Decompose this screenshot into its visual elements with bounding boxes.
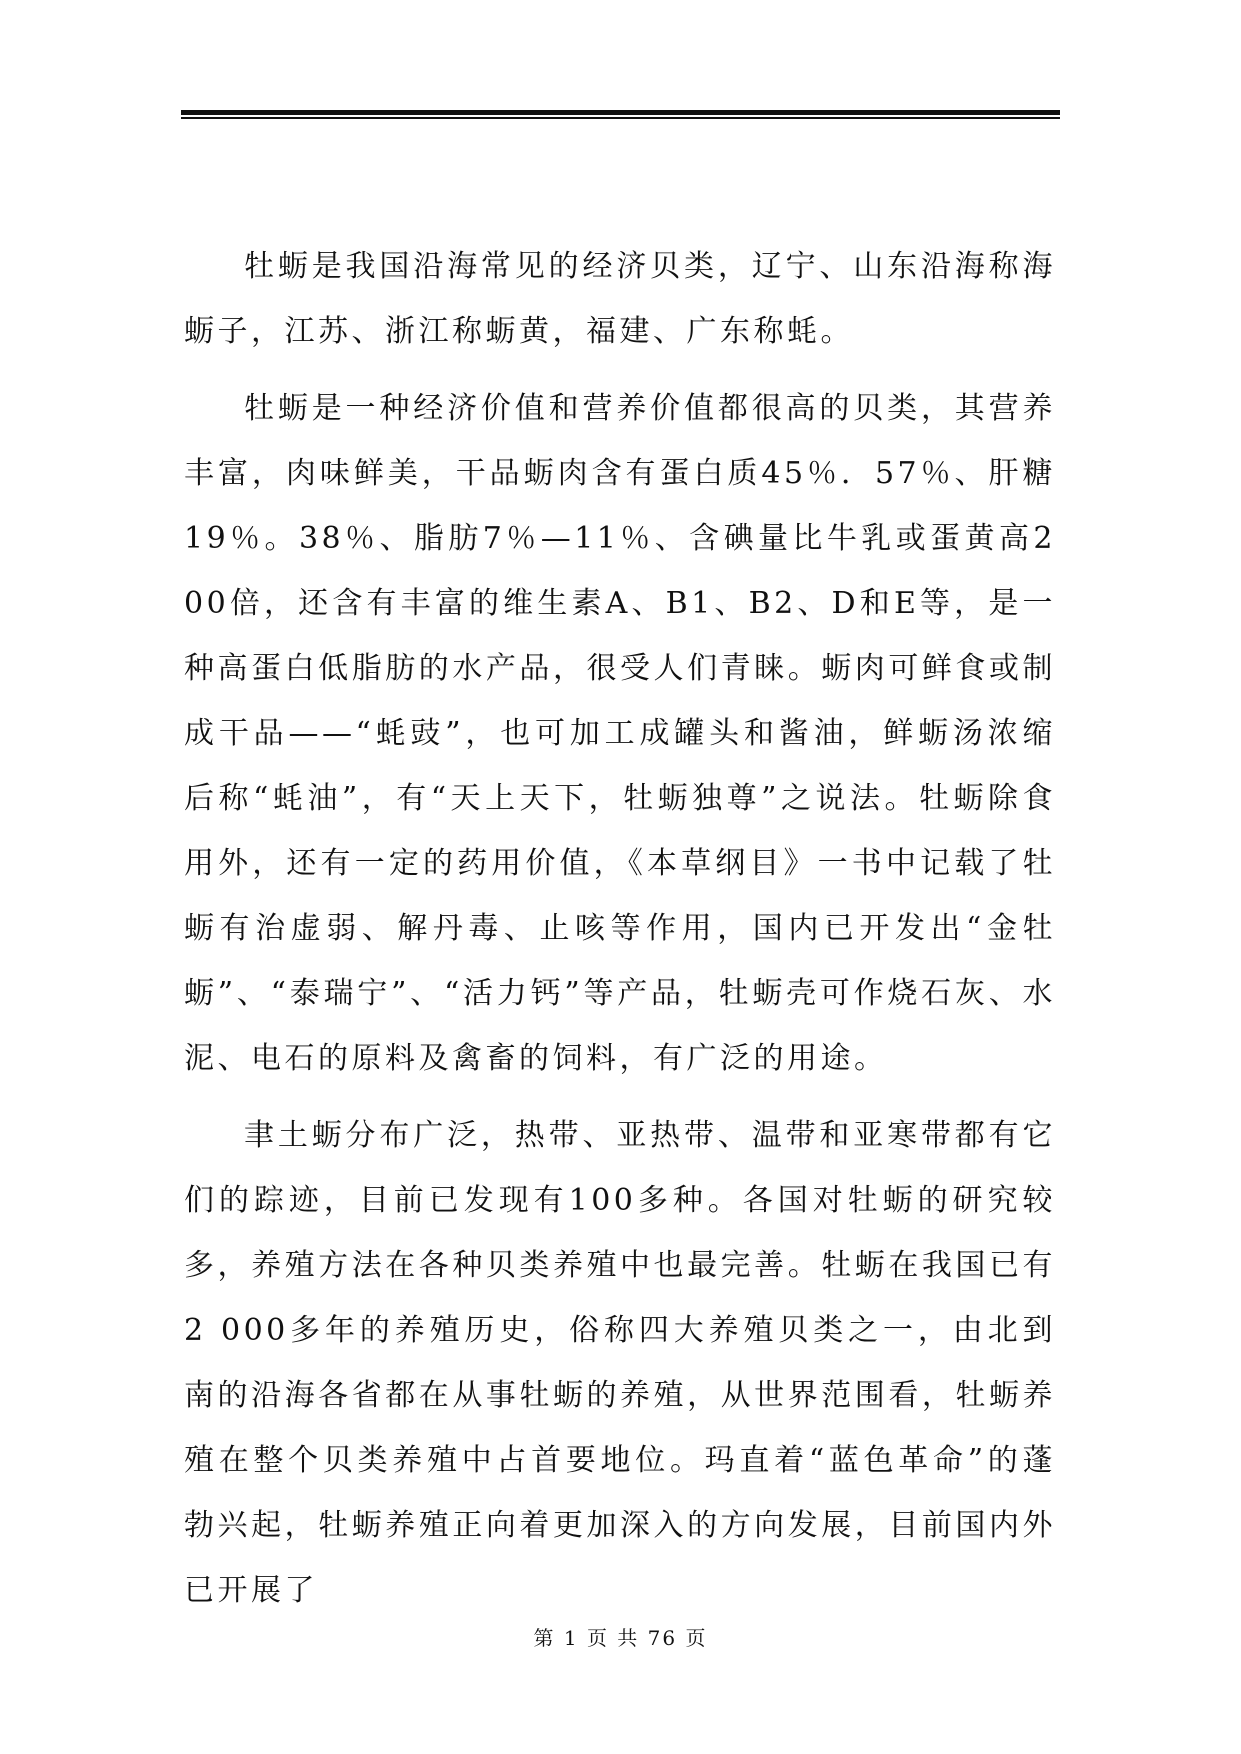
page-footer: 第 1 页 共 76 页: [533, 1626, 708, 1650]
document-body: [184, 234, 1056, 1635]
paragraph-intro: 牡蛎是我国沿海常见的经济贝类，辽宁、山东沿海称海蛎子，江苏、浙江称蛎黄，福建、广东称蚝。: [184, 249, 1056, 349]
header-rule-thick-line: [181, 110, 1060, 115]
header-rule: [181, 110, 1060, 120]
paragraph-value: 牡蛎是一种经济价值和营养价值都很高的贝类，其营养丰富，肉味鲜美，干品蛎肉含有蛋白质45％．57％、肝糖19％。38％、脂肪7％—11％、含碘量比牛乳或蛋黄高200倍，还含有丰富的维生素A、B1、B2、D和E等，是一种高蛋白低脂肪的水产品，很受人们青睐。蛎肉可鲜食或制成干品——“蚝豉”，也可加工成罐头和酱油，鲜蛎汤浓缩后称“蚝油”，有“天上天下，牡蛎独尊”之说法。牡蛎除食用外，还有一定的药用价值，《本草纲目》一书中记载了牡蛎有治虚弱、解丹毒、止咳等作用，国内已开发出“金牡蛎”、“泰瑞宁”、“活力钙”等产品，牡蛎壳可作烧石灰、水泥、电石的原料及禽畜的饲料，有广泛的用途。: [184, 391, 1056, 1076]
paragraph-distribution: 聿土蛎分布广泛，热带、亚热带、温带和亚寒带都有它们的踪迹，目前已发现有100多种。各国对牡蛎的研究较多，养殖方法在各种贝类养殖中也最完善。牡蛎在我国已有2 000多年的养殖历史，俗称四大养殖贝类之一，由北到南的沿海各省都在从事牡蛎的养殖，从世界范围看，牡蛎养殖在整个贝类养殖中占首要地位。玛直着“蓝色革命”的蓬勃兴起，牡蛎养殖正向着更加深入的方向发展，目前国内外已开展了: [184, 1118, 1056, 1608]
header-rule-thin-line: [181, 117, 1060, 119]
